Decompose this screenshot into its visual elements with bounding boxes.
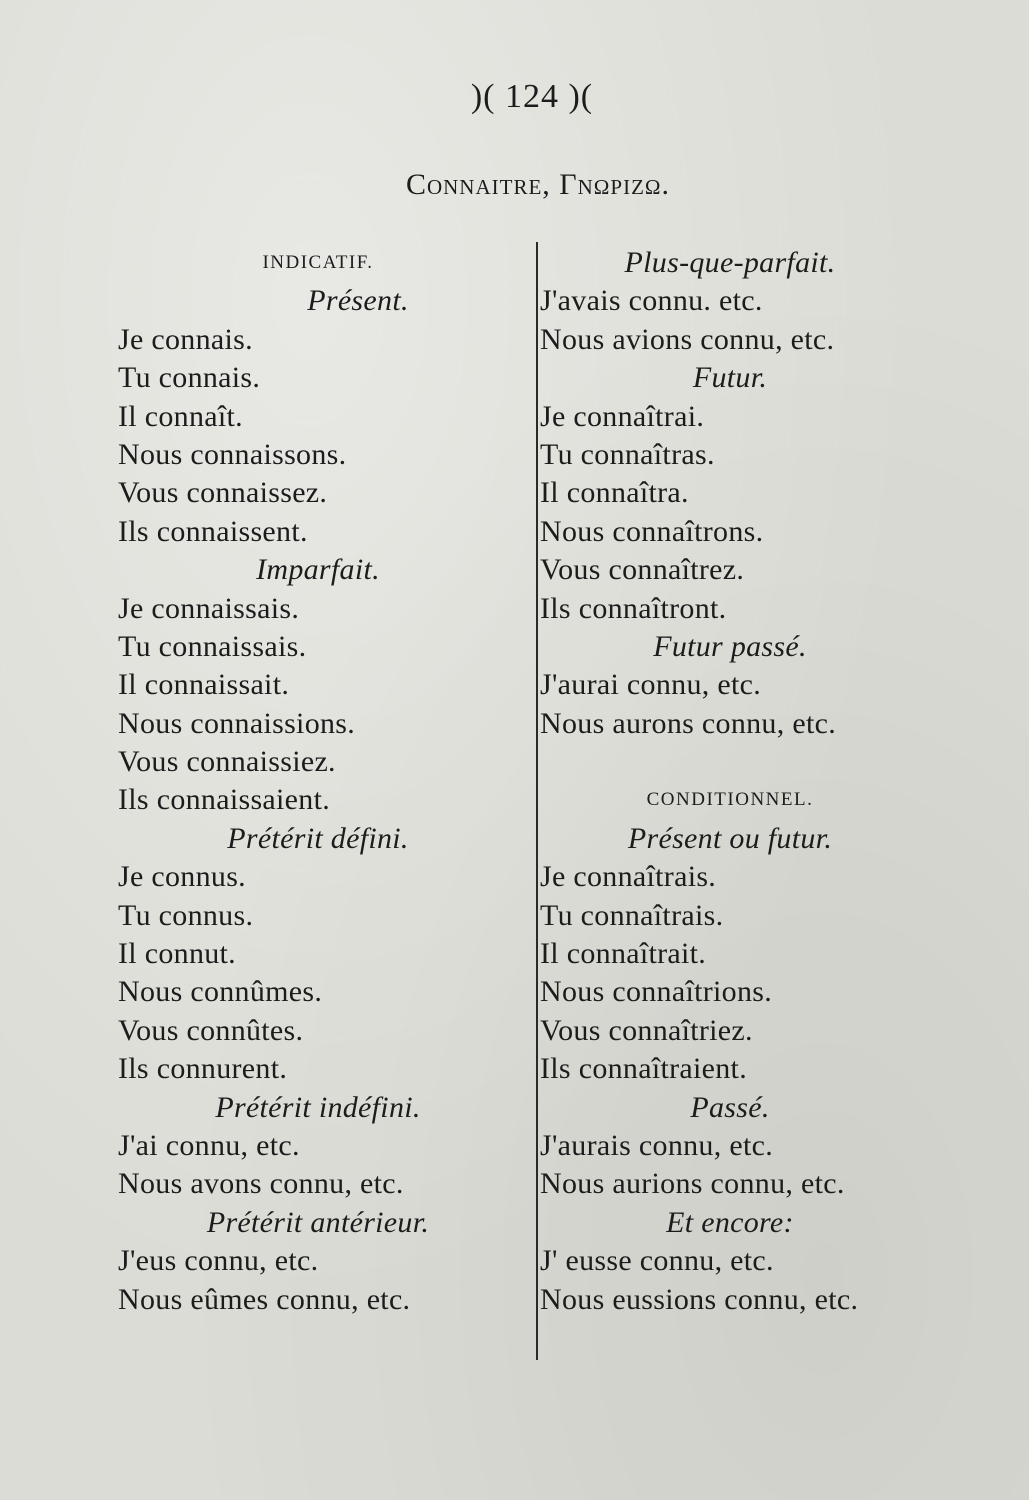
mood-heading-indicatif: INDICATIF. bbox=[262, 252, 374, 273]
column-divider bbox=[536, 242, 538, 1360]
tense-heading-futur-passe: Futur passé. bbox=[653, 629, 807, 663]
conjugation-line: Vous connaîtrez. bbox=[540, 553, 745, 587]
conjugation-line: Il connaîtra. bbox=[540, 476, 689, 510]
conjugation-line: Nous avons connu, etc. bbox=[118, 1167, 404, 1201]
conjugation-line: Tu connais. bbox=[118, 361, 261, 395]
page-number: )( 124 )( bbox=[470, 78, 594, 115]
conjugation-line: Ils connaîtront. bbox=[540, 591, 727, 625]
conjugation-line: Il connaissait. bbox=[118, 668, 290, 702]
tense-heading-plus-que-parfait: Plus-que-parfait. bbox=[624, 246, 836, 279]
page-title: Connaitre, Γνωριζω. bbox=[405, 168, 671, 201]
conjugation-line: Nous connaîtrons. bbox=[540, 514, 764, 548]
conjugation-line: Il connaîtrait. bbox=[540, 937, 707, 971]
conjugation-line: Nous connaissons. bbox=[118, 437, 347, 471]
tense-heading-preterit-indefini: Prétérit indéfini. bbox=[215, 1090, 421, 1124]
conjugation-line: Je connaîtrai. bbox=[540, 399, 705, 433]
conjugation-line: Nous connaissions. bbox=[118, 706, 356, 740]
spacer bbox=[540, 743, 940, 781]
conjugation-line: Nous eussions connu, etc. bbox=[540, 1282, 859, 1316]
conjugation-line: Je connaîtrais. bbox=[540, 860, 717, 894]
tense-heading-preterit-defini: Prétérit défini. bbox=[227, 821, 409, 855]
tense-heading-present-ou-futur: Présent ou futur. bbox=[627, 821, 833, 855]
conjugation-line: Il connaît. bbox=[118, 399, 243, 433]
conjugation-line: Vous connaissiez. bbox=[118, 745, 336, 779]
conjugation-line: Ils connaissent. bbox=[118, 514, 308, 548]
tense-heading-present: Présent. bbox=[307, 284, 409, 318]
conjugation-line: Tu connaîtrais. bbox=[540, 898, 724, 932]
mood-heading-conditionnel: CONDITIONNEL. bbox=[646, 789, 814, 811]
conjugation-line: Ils connaissaient. bbox=[118, 783, 331, 817]
conjugation-line: Vous connaîtriez. bbox=[540, 1013, 753, 1047]
conjugation-line: Je connaissais. bbox=[118, 591, 300, 625]
conjugation-line: Je connus. bbox=[118, 860, 246, 894]
tense-heading-imparfait: Imparfait. bbox=[256, 553, 380, 587]
tense-heading-passe: Passé. bbox=[690, 1090, 770, 1124]
conjugation-line: Il connut. bbox=[118, 937, 236, 971]
conjugation-line: Vous connaissez. bbox=[118, 476, 328, 510]
conjugation-line: Nous connûmes. bbox=[118, 975, 323, 1009]
conjugation-line: J'avais connu. etc. bbox=[540, 284, 763, 318]
conjugation-line: J'aurai connu, etc. bbox=[540, 668, 762, 702]
conjugation-line: J'aurais connu, etc. bbox=[540, 1128, 773, 1162]
conjugation-line: Nous eûmes connu, etc. bbox=[118, 1282, 411, 1316]
conjugation-line: Nous aurons connu, etc. bbox=[540, 706, 837, 740]
tense-heading-et-encore: Et encore: bbox=[666, 1205, 794, 1239]
conjugation-line: J' eusse connu, etc. bbox=[540, 1244, 774, 1278]
conjugation-line: Nous avions connu, etc. bbox=[540, 322, 835, 356]
conjugation-line: J'eus connu, etc. bbox=[118, 1244, 319, 1278]
tense-heading-preterit-anterieur: Prétérit antérieur. bbox=[206, 1205, 430, 1239]
conjugation-line: Vous connûtes. bbox=[118, 1013, 304, 1047]
conjugation-line: Ils connurent. bbox=[118, 1052, 288, 1086]
conjugation-line: Tu connus. bbox=[118, 898, 254, 932]
conjugation-line: Nous aurions connu, etc. bbox=[540, 1167, 845, 1201]
left-column bbox=[118, 244, 518, 1319]
conjugation-line: J'ai connu, etc. bbox=[118, 1128, 300, 1162]
right-column bbox=[540, 244, 940, 1319]
conjugation-line: Tu connaîtras. bbox=[540, 437, 715, 471]
conjugation-line: Ils connaîtraient. bbox=[540, 1052, 747, 1086]
conjugation-line: Je connais. bbox=[118, 322, 253, 356]
conjugation-line: Tu connaissais. bbox=[118, 629, 307, 663]
tense-heading-futur: Futur. bbox=[692, 361, 768, 395]
conjugation-line: Nous connaîtrions. bbox=[540, 975, 773, 1009]
